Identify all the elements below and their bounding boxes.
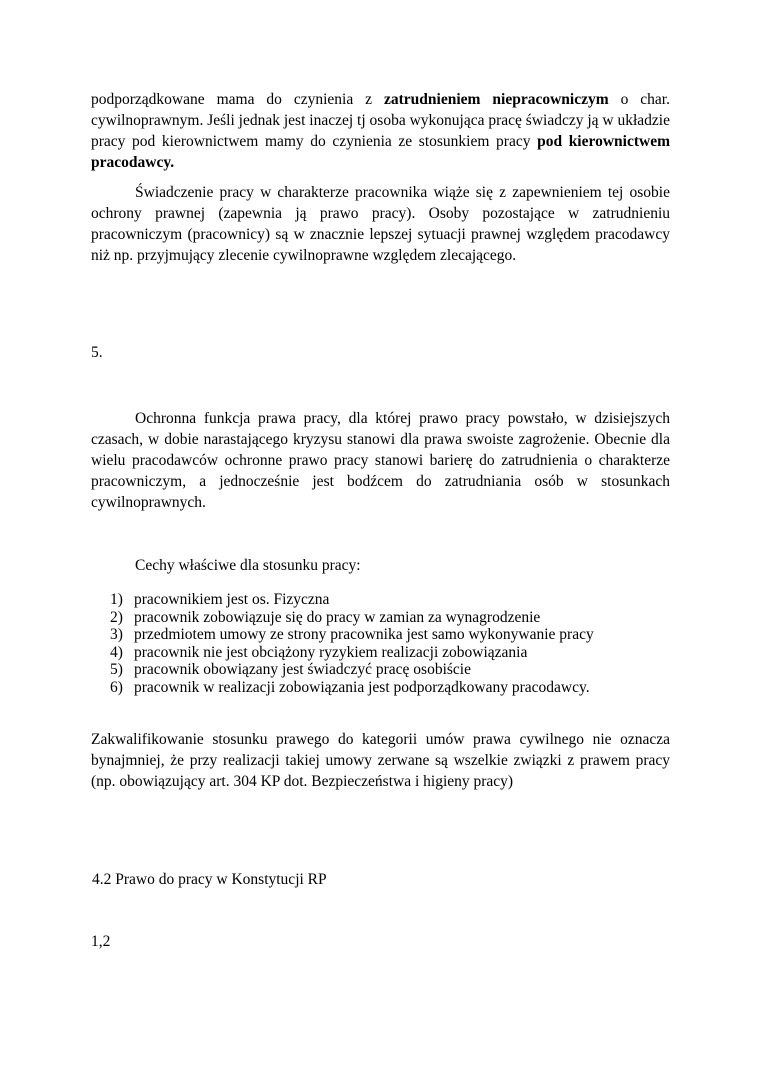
list-item-text: pracownik obowiązany jest świadczyć pracę osobiście bbox=[134, 661, 471, 679]
list-item-number: 2) bbox=[110, 608, 123, 626]
para1-bold-2: pod kierownictwem pracodawcy. bbox=[91, 133, 670, 171]
list-item-text: pracownik zobowiązuje się do pracy w zamian za wynagrodzenie bbox=[134, 608, 541, 626]
para1-text-1: podporządkowane mama do czynienia z bbox=[91, 91, 385, 108]
section-number-1-2: 1,2 bbox=[91, 933, 111, 950]
paragraph-employee-protection: Świadczenie pracy w charakterze pracownika wiąże się z zapewnieniem tej osobie ochrony prawnej (zapewnia ją prawo pracy). Osoby pozostające w zatrudnieniu pracowniczym (pracownicy) są w znacznie lepszej sytuacji prawnej względem pracodawcy niż np. przyjmujący zlecenie cywilnoprawne względem zlecającego. bbox=[91, 184, 670, 264]
list-item-text: pracownikiem jest os. Fizyczna bbox=[134, 591, 330, 608]
list-item bbox=[110, 679, 594, 697]
list-item-number: 4) bbox=[110, 643, 123, 661]
para1-bold-1: zatrudnieniem niepracowniczym bbox=[384, 91, 609, 108]
section-heading-4-2: 4.2 Prawo do pracy w Konstytucji RP bbox=[92, 871, 327, 888]
list-item-text: pracownik w realizacji zobowiązania jest podporządkowany pracodawcy. bbox=[134, 678, 590, 696]
list-item-number: 5) bbox=[110, 661, 123, 679]
list-heading: Cechy właściwe dla stosunku pracy: bbox=[135, 557, 361, 574]
list-item-text: pracownik nie jest obciążony ryzykiem realizacji zobowiązania bbox=[134, 643, 528, 661]
list-item bbox=[110, 626, 594, 644]
section-number-5: 5. bbox=[91, 344, 103, 361]
paragraph-employment-types bbox=[91, 89, 670, 173]
list-item-number: 6) bbox=[110, 678, 123, 696]
employment-features-list bbox=[110, 591, 594, 697]
paragraph-protective-function: Ochronna funkcja prawa pracy, dla której prawo pracy powstało, w dzisiejszych czasach, w dobie narastającego kryzysu stanowi dla prawa swoiste zagrożenie. Obecnie dla wielu pracodawców ochronne prawo pracy stanowi barierę do zatrudnienia o charakterze pracowniczym, a jednocześnie jest bodźcem do zatrudniania osób w stosunkach cywilnoprawnych. bbox=[91, 410, 670, 511]
paragraph-civil-law-qualification: Zakwalifikowanie stosunku prawego do kategorii umów prawa cywilnego nie oznacza bynajmniej, że przy realizacji takiej umowy zerwane są wszelkie związki z prawem pracy (np. obowiązujący art. 304 KP dot. Bezpieczeństwa i higieny pracy) bbox=[91, 731, 670, 790]
list-item bbox=[110, 591, 594, 609]
list-item bbox=[110, 644, 594, 662]
list-item bbox=[110, 661, 594, 679]
list-item-number: 1) bbox=[110, 591, 123, 608]
list-item-text: przedmiotem umowy ze strony pracownika jest samo wykonywanie pracy bbox=[134, 626, 594, 644]
list-item-number: 3) bbox=[110, 626, 123, 644]
list-item bbox=[110, 609, 594, 627]
para1-text-2: o char. cywilnoprawnym. Jeśli jednak jest inaczej tj osoba wykonująca pracę świadczy ją w układzie pracy pod kierownictwem mamy do czynienia ze stosunkiem pracy bbox=[91, 91, 670, 150]
